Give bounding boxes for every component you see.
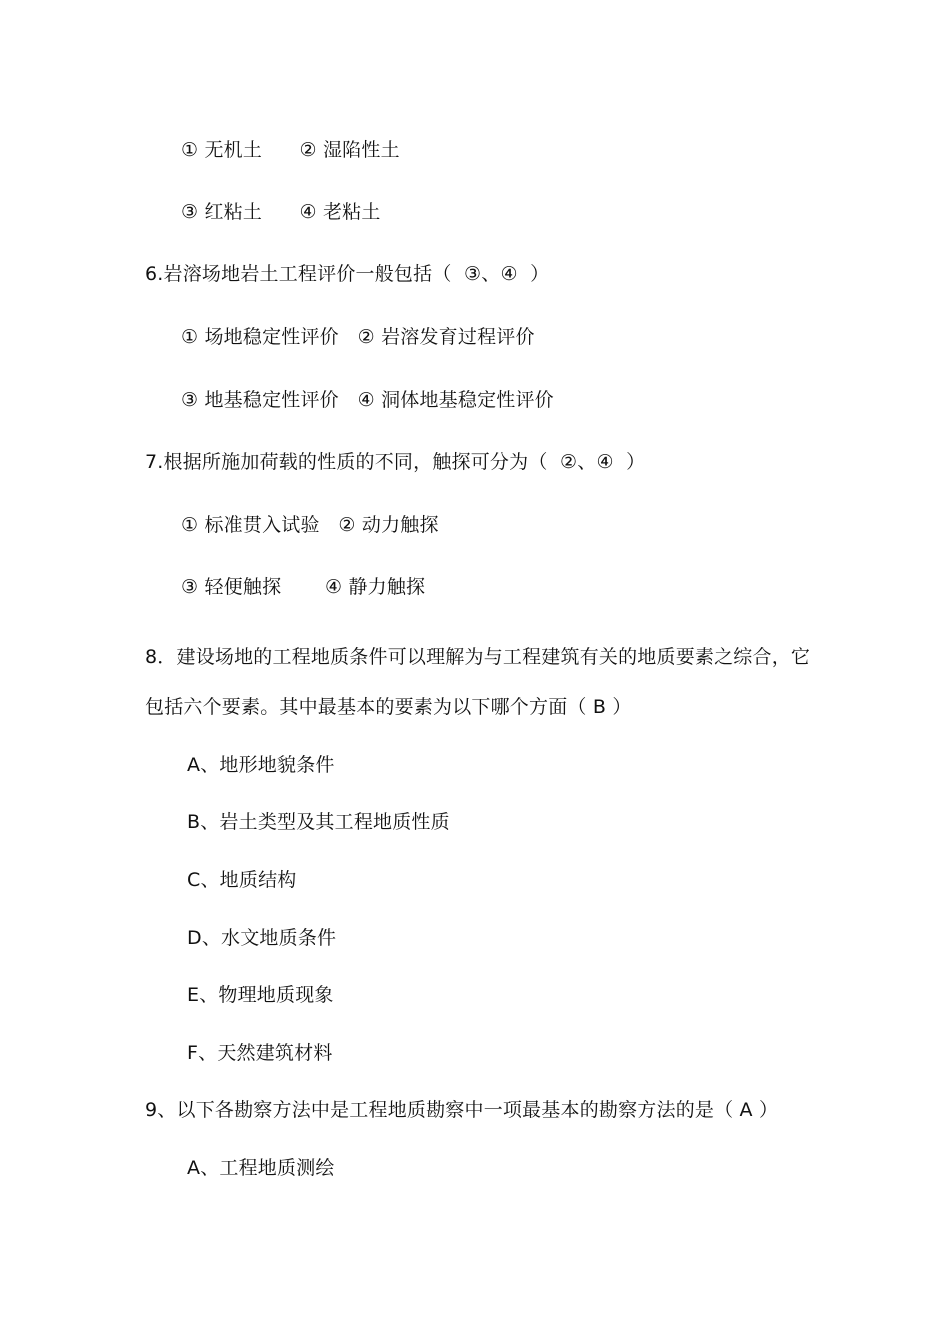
question-9: 9、以下各勘察方法中是工程地质勘察中一项最基本的勘察方法的是（ A ）	[145, 1099, 779, 1121]
q8-option-e: E、物理地质现象	[187, 984, 334, 1006]
q6-options-row-1: ① 场地稳定性评价 ② 岩溶发育过程评价	[181, 326, 535, 348]
q7-options-row-1: ① 标准贯入试验 ② 动力触探	[181, 514, 439, 536]
question-8-line-1: 8．建设场地的工程地质条件可以理解为与工程建筑有关的地质要素之综合，它	[145, 646, 811, 668]
q8-option-c: C、地质结构	[187, 869, 297, 891]
q8-option-f: F、天然建筑材料	[187, 1042, 333, 1064]
question-7: 7.根据所施加荷载的性质的不同，触探可分为（ ②、④ ）	[145, 451, 646, 473]
question-6: 6.岩溶场地岩土工程评价一般包括（ ③、④ ）	[145, 263, 550, 285]
q5-options-row-1: ① 无机土 ② 湿陷性土	[181, 139, 400, 161]
q6-options-row-2: ③ 地基稳定性评价 ④ 洞体地基稳定性评价	[181, 389, 554, 411]
q7-options-row-2: ③ 轻便触探 ④ 静力触探	[181, 576, 426, 598]
q5-options-row-2: ③ 红粘土 ④ 老粘土	[181, 201, 381, 223]
q8-option-a: A、地形地貌条件	[187, 754, 335, 776]
q8-option-b: B、岩土类型及其工程地质性质	[187, 811, 450, 833]
question-8-line-2: 包括六个要素。其中最基本的要素为以下哪个方面（ B ）	[145, 696, 632, 718]
q9-option-a: A、工程地质测绘	[187, 1157, 335, 1179]
q8-option-d: D、水文地质条件	[187, 927, 337, 949]
